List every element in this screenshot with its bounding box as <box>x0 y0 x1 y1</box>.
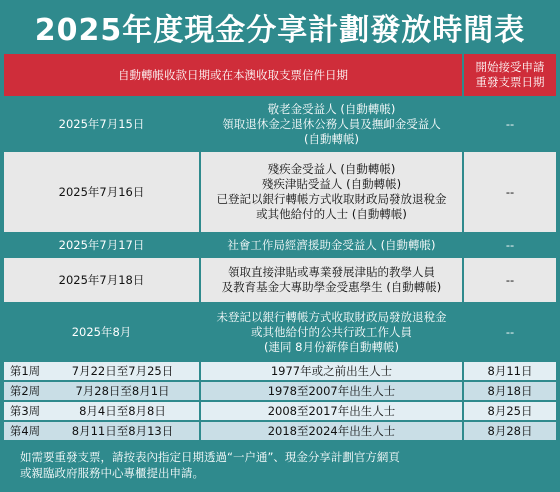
row-desc-line: (連同 8月份薪俸自動轉帳) <box>264 339 399 354</box>
week-desc: 2008至2017年出生人士 <box>267 403 396 418</box>
header-payment-date <box>4 54 462 96</box>
footer-line: 或親臨政府服務中心專櫃提出申請。 <box>20 466 204 480</box>
row-desc-line: 已登記以銀行轉帳方式收取財政局發放退稅金 <box>216 192 447 206</box>
week-range: 8月4日至8月8日 <box>79 404 166 418</box>
row-desc-line: 社會工作局經濟援助金受益人 (自動轉帳) <box>227 237 436 252</box>
week-desc: 1977年或之前出生人士 <box>270 363 393 378</box>
week-number: 第2周 <box>9 384 41 398</box>
week-number: 第1周 <box>9 364 41 378</box>
row-date: 2025年7月18日 <box>58 272 145 287</box>
week-reissue: 8月11日 <box>487 363 533 378</box>
week-number: 第3周 <box>9 404 41 418</box>
week-row <box>4 382 556 400</box>
week-desc: 1978至2007年出生人士 <box>267 383 396 398</box>
header-payment-date-label: 自動轉帳收款日期或在本澳收取支票信件日期 <box>118 68 348 82</box>
row-desc-line: 及教育基金大專助學金受惠學生 (自動轉帳) <box>221 280 442 294</box>
table-row <box>4 304 556 360</box>
header-reissue-date <box>464 54 556 96</box>
week-reissue: 8月28日 <box>487 423 533 438</box>
row-desc-line: 殘疾金受益人 (自動轉帳) <box>267 162 396 176</box>
row-date: 2025年7月17日 <box>58 237 145 252</box>
week-desc: 2018至2024年出生人士 <box>267 423 396 438</box>
table-row <box>4 98 556 150</box>
row-desc-line: 殘疾津貼受益人 (自動轉帳) <box>261 177 402 191</box>
row-reissue: -- <box>505 184 515 199</box>
row-desc-line: 領取退休金之退休公務人員及撫卹金受益人 <box>222 116 441 131</box>
row-reissue: -- <box>505 324 515 339</box>
week-number: 第4周 <box>9 424 41 438</box>
week-reissue: 8月18日 <box>487 383 533 398</box>
row-date: 2025年7月15日 <box>58 116 145 131</box>
row-reissue: -- <box>505 237 515 252</box>
row-desc-line: 或其他給付的公共行政工作人員 <box>251 324 412 339</box>
row-desc-line: 敬老金受益人 (自動轉帳) <box>267 101 396 116</box>
week-row <box>4 422 556 440</box>
header-reissue-line1: 開始接受申請 <box>475 60 545 74</box>
footer-line: 如需要重發支票，請按表內指定日期透過“一户通”、現金分享計劃官方網頁 <box>20 450 400 464</box>
row-date: 2025年7月16日 <box>58 184 145 199</box>
week-row <box>4 402 556 420</box>
week-range: 7月28日至8月1日 <box>75 384 170 398</box>
week-range: 7月22日至7月25日 <box>71 364 174 378</box>
row-desc-line: 或其他給付的人士 (自動轉帳) <box>256 207 407 221</box>
row-reissue: -- <box>505 116 515 131</box>
row-desc-line: (自動轉帳) <box>304 131 359 146</box>
week-range: 8月11日至8月13日 <box>71 424 174 438</box>
footer-note <box>4 444 556 488</box>
row-date: 2025年8月 <box>71 324 132 339</box>
row-reissue: -- <box>505 272 515 287</box>
week-reissue: 8月25日 <box>487 403 533 418</box>
header-reissue-line2: 重發支票日期 <box>475 75 545 89</box>
row-desc-line: 領取直接津貼或專業發展津貼的教學人員 <box>228 265 435 279</box>
table-row <box>4 258 556 302</box>
table-row <box>4 234 556 256</box>
table-row <box>4 152 556 232</box>
row-desc-line: 未登記以銀行轉帳方式收取財政局發放退稅金 <box>216 309 447 324</box>
week-row <box>4 362 556 380</box>
page-title: 2025年度現金分享計劃發放時間表 <box>34 13 526 48</box>
